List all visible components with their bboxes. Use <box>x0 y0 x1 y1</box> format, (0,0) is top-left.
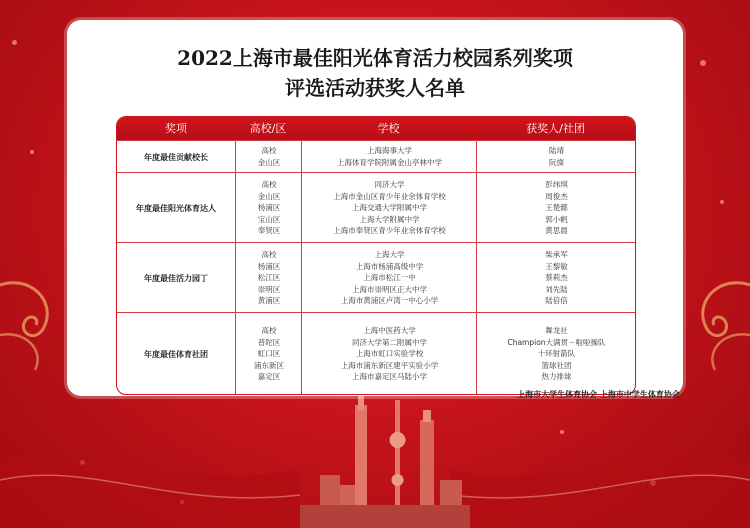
district-text: 高校 <box>261 250 277 260</box>
district-text: 杨浦区 <box>257 261 281 271</box>
school-text: 上海市浦东新区建平实验小学 <box>340 360 439 370</box>
left-ribbon-wave <box>0 400 300 528</box>
winner-text: 王楚懿 <box>545 203 568 213</box>
winner-text: 周俊杰 <box>545 191 568 201</box>
award-name: 年度最佳阳光体育达人 <box>136 203 216 213</box>
background-sparkle <box>720 200 724 204</box>
district-text: 金山区 <box>257 158 281 167</box>
school-text: 上海市松江一中 <box>363 273 416 283</box>
school-text: 上海市奉贤区青少年业余体育学校 <box>333 226 446 236</box>
district-text: 金山区 <box>257 191 281 201</box>
header-school: 学校 <box>377 122 400 135</box>
background-sparkle <box>700 60 706 66</box>
winner-text: 陆倍倍 <box>545 296 568 306</box>
winner-text: 十环射箭队 <box>537 349 576 359</box>
award-name: 年度最佳贡献校长 <box>144 152 208 162</box>
header-winner: 获奖人/社团 <box>526 122 585 135</box>
district-cell <box>235 313 302 395</box>
school-text: 上海体育学院附属金山亭林中学 <box>337 158 442 167</box>
page-title: 2022上海市最佳阳光体育活力校园系列奖项 <box>177 46 573 70</box>
award-cell <box>117 313 235 395</box>
school-cell <box>301 141 477 173</box>
winner-text: 刘先陆 <box>545 284 568 294</box>
award-cell <box>117 243 235 313</box>
left-cloud-ornament <box>0 265 70 385</box>
page-subtitle: 评选活动获奖人名单 <box>285 76 465 100</box>
winner-text: 蔡莉杰 <box>545 273 568 283</box>
district-text: 高校 <box>261 326 277 336</box>
district-text: 高校 <box>261 146 277 156</box>
district-text: 黄浦区 <box>257 296 281 306</box>
organizers-text: 上海市大学生体育协会 上海市中学生体育协会 <box>517 390 680 399</box>
school-cell <box>301 243 477 313</box>
award-cell <box>117 141 235 173</box>
district-text: 宝山区 <box>257 214 281 224</box>
school-text: 上海大学 <box>374 250 405 260</box>
school-text: 上海市崇明区正大中学 <box>352 284 427 294</box>
winner-cell <box>476 173 636 243</box>
district-cell <box>235 243 302 313</box>
district-text: 高校 <box>261 180 277 190</box>
school-text: 上海市虹口实验学校 <box>355 349 424 359</box>
table-row <box>117 312 635 395</box>
district-text: 嘉定区 <box>257 372 281 382</box>
winner-text: 篮球社团 <box>541 360 572 370</box>
school-cell <box>301 313 477 395</box>
winner-text: 郭小帆 <box>545 214 568 224</box>
winner-text: Champion大满贯－啦啦操队 <box>507 337 606 347</box>
winner-text: 陆靖 <box>549 146 564 156</box>
header-district: 高校/区 <box>249 122 287 135</box>
header-award: 奖项 <box>165 122 187 135</box>
table-row <box>117 140 635 173</box>
school-text: 上海市杨浦高级中学 <box>355 261 424 271</box>
award-name: 年度最佳体育社团 <box>144 349 208 359</box>
right-ribbon-wave <box>450 400 750 528</box>
school-text: 上海海事大学 <box>367 146 412 156</box>
winner-text: 黄思晨 <box>545 226 568 236</box>
school-text: 上海大学附属中学 <box>359 214 420 224</box>
award-table <box>116 116 636 395</box>
table-row <box>117 242 635 313</box>
winner-cell <box>476 141 636 173</box>
right-cloud-ornament <box>680 265 750 385</box>
district-text: 浦东新区 <box>254 360 284 370</box>
table-header <box>117 117 635 140</box>
winner-cell <box>476 243 636 313</box>
organizers-line <box>0 389 750 400</box>
district-text: 普陀区 <box>257 337 281 347</box>
district-text: 松江区 <box>257 273 281 283</box>
winner-text: 热力排球 <box>541 372 572 382</box>
winner-text: 阮旖 <box>549 158 564 167</box>
district-text: 虹口区 <box>257 349 281 359</box>
school-text: 上海市金山区青少年业余体育学校 <box>333 191 446 201</box>
award-name: 年度最佳活力园丁 <box>144 273 208 283</box>
winner-text: 彭纬琪 <box>545 180 568 190</box>
winner-text: 王黎敏 <box>545 261 568 271</box>
background-sparkle <box>30 150 34 154</box>
school-text: 上海中医药大学 <box>363 326 416 336</box>
award-list-card <box>67 20 683 396</box>
winner-cell <box>476 313 636 395</box>
school-text: 上海交通大学附属中学 <box>352 203 427 213</box>
school-cell <box>301 173 477 243</box>
district-cell <box>235 173 302 243</box>
winner-text: 柴承军 <box>545 250 568 260</box>
district-cell <box>235 141 302 173</box>
award-cell <box>117 173 235 243</box>
district-text: 杨浦区 <box>257 203 281 213</box>
shanghai-skyline-illustration <box>300 385 470 528</box>
school-text: 同济大学 <box>374 180 405 190</box>
table-row <box>117 172 635 243</box>
winner-text: 舞龙社 <box>545 326 568 336</box>
background-sparkle <box>12 40 17 45</box>
school-text: 上海市嘉定区马陆小学 <box>352 372 427 382</box>
school-text: 同济大学第二附属中学 <box>352 337 427 347</box>
district-text: 奉贤区 <box>257 226 281 236</box>
school-text: 上海市黄浦区卢湾一中心小学 <box>340 296 439 306</box>
district-text: 崇明区 <box>257 284 281 294</box>
